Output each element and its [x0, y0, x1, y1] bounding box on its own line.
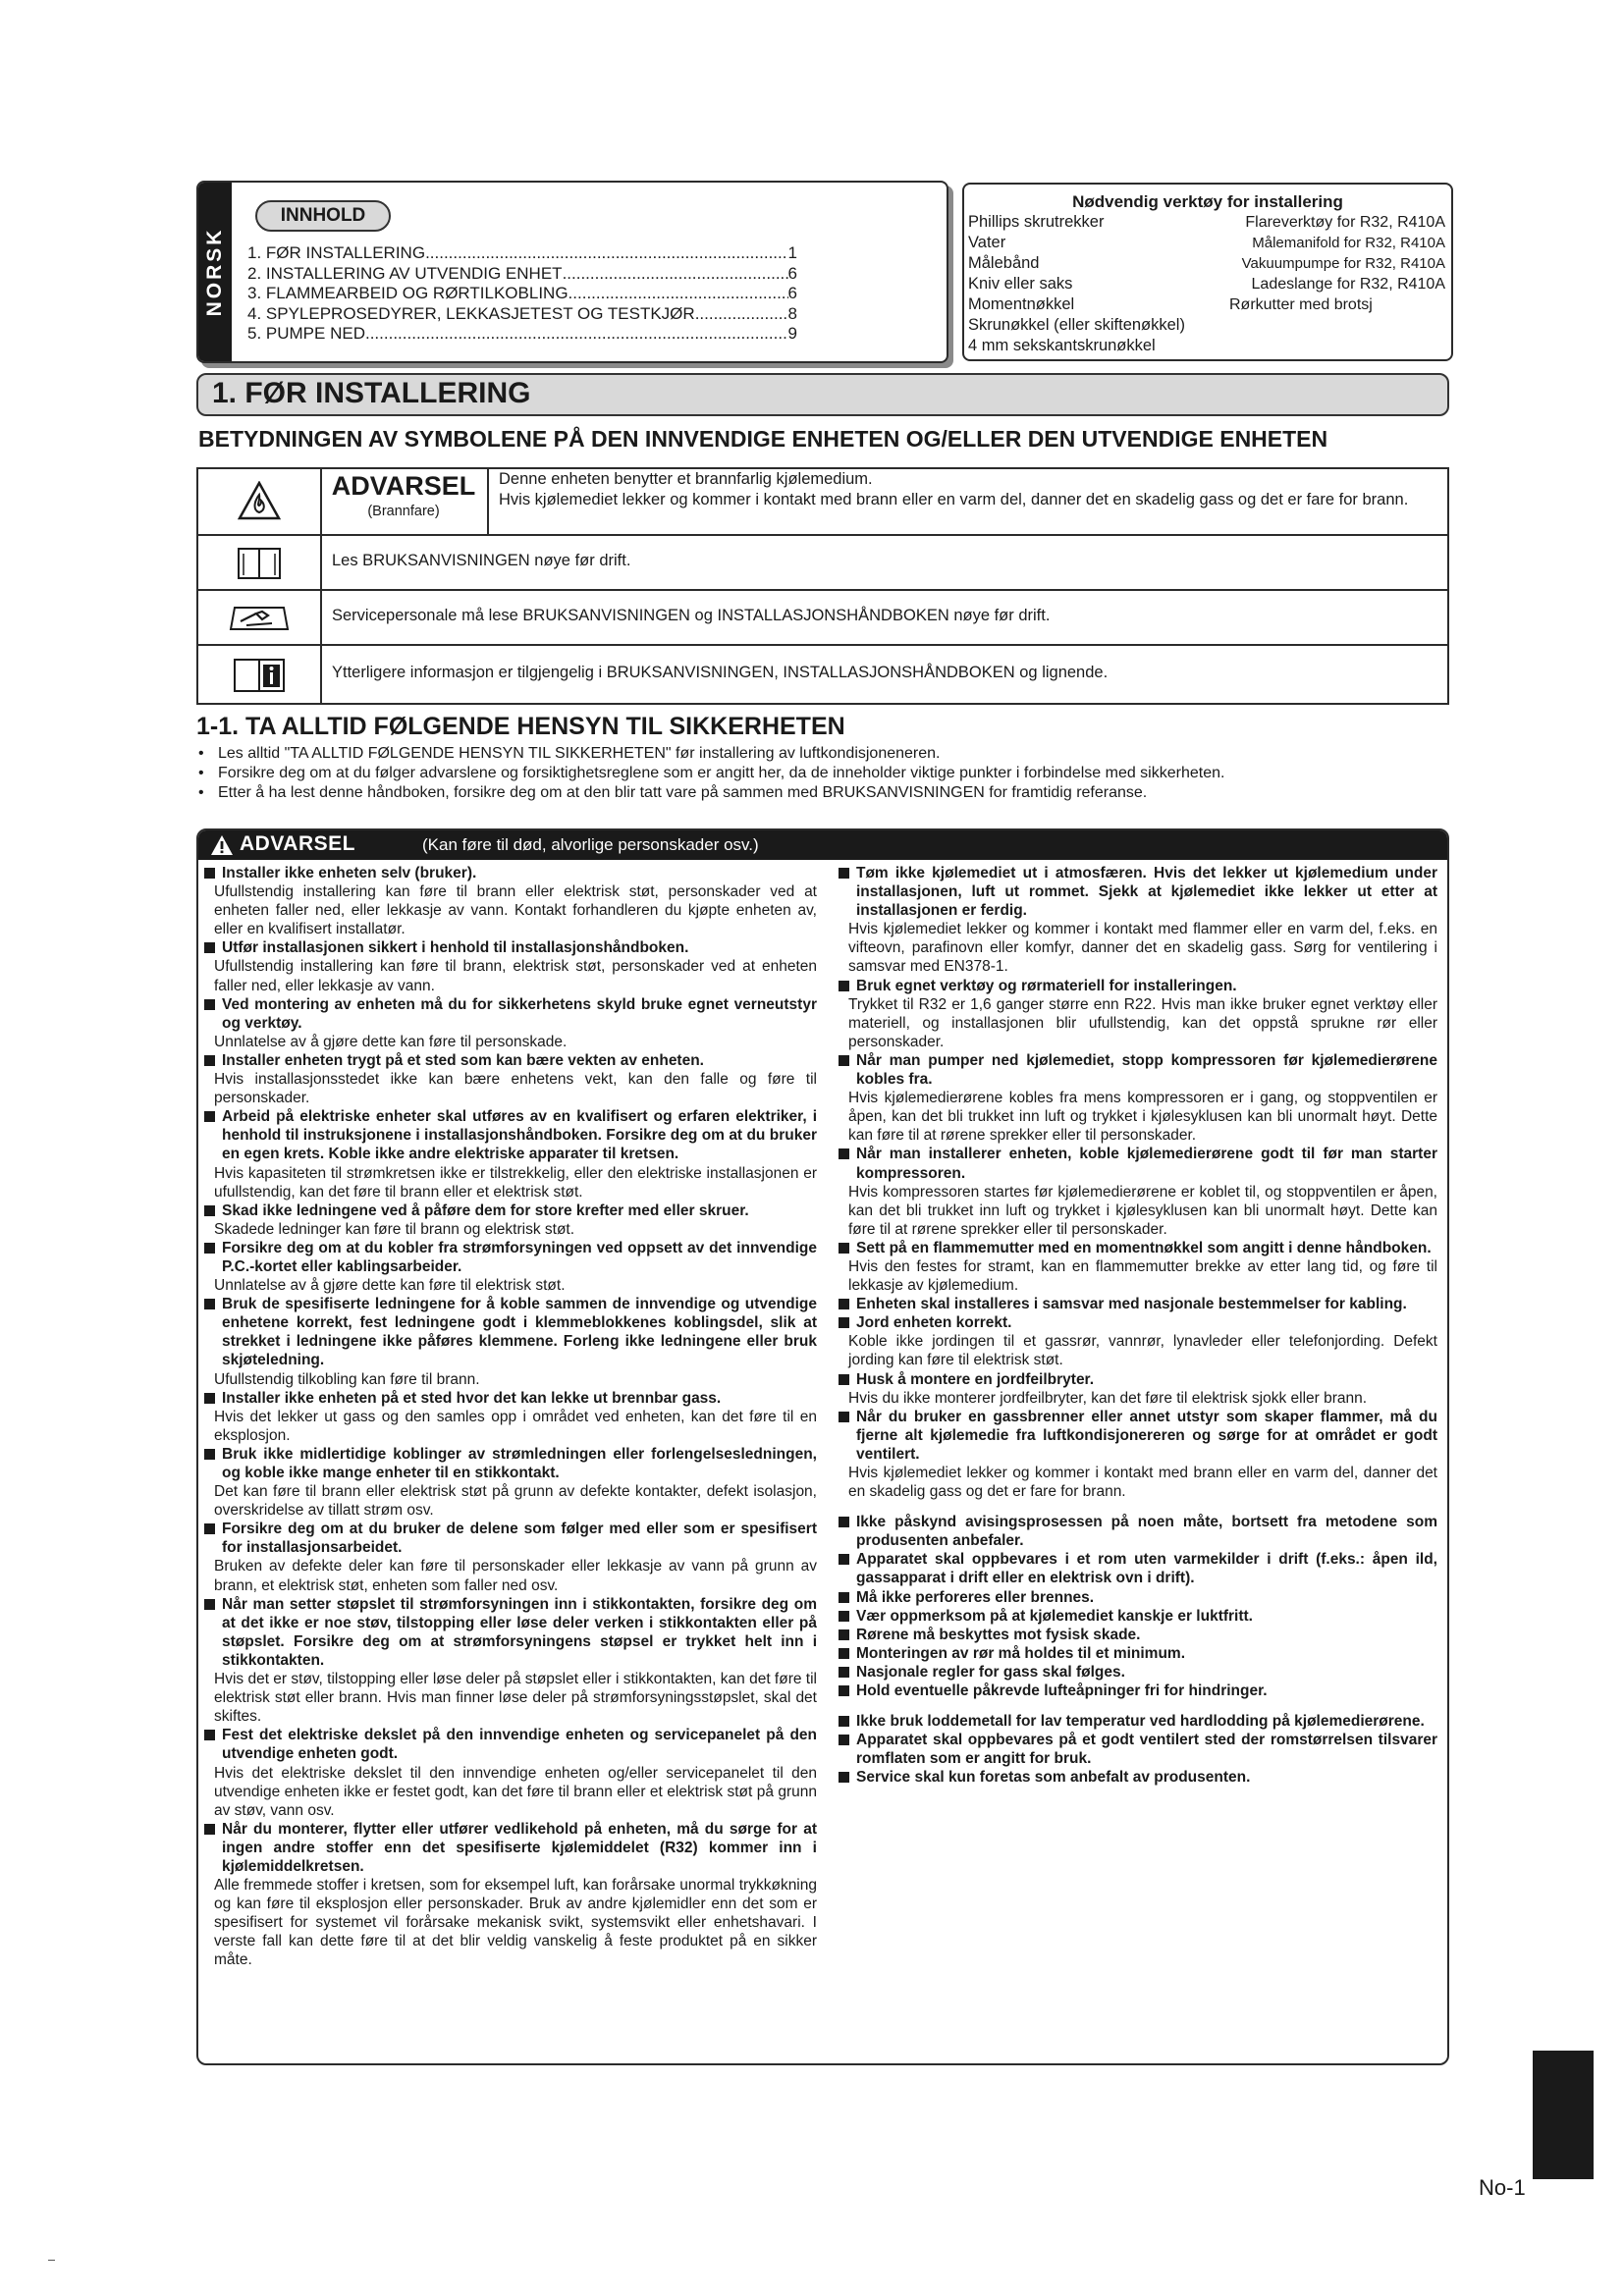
page-number: No-1	[1479, 2175, 1526, 2200]
tool-item: 4 mm sekskantskrunøkkel	[968, 337, 1156, 354]
warning-item-text: Unnlatelse av å gjøre dette kan føre til personskade.	[214, 1033, 568, 1050]
page-edge-tab	[1533, 2051, 1594, 2179]
tools-box	[962, 183, 1453, 361]
warning-item-heading: Når man pumper ned kjølemediet, stopp kompressoren før kjølemedierørene kobles fra.	[837, 1051, 1437, 1089]
warning-description: Denne enheten benytter et brannfarlig kjølemedium. Hvis kjølemediet lekker og kommer i kontakt med brann eller en varm del, danner det en skadelig gass og det er fare for brann.	[499, 470, 1409, 508]
toc-item[interactable]: 3. FLAMMEARBEID OG RØRTILKOBLING ..... 6	[247, 284, 797, 304]
toc-title: INNHOLD	[255, 200, 391, 232]
tools-title: Nødvendig verktøy for installering	[1072, 192, 1343, 211]
warning-item-heading: Utfør installasjonen sikkert i henhold til installasjonshåndboken.	[202, 938, 817, 957]
warning-header	[198, 830, 1447, 860]
toc-box	[196, 181, 948, 363]
toc-list	[247, 243, 797, 345]
warning-item-heading: Ikke påskynd avisingsprosessen på noen måte, bortsett fra metodene som produsenten anbefaler.	[837, 1513, 1437, 1550]
tool-item: Rørkutter med brotsj	[1229, 296, 1373, 313]
warning-item-text: Koble ikke jordingen til et gassrør, vannrør, lynavleder eller telefonjording. Defekt jording kan føre til elektrisk støt.	[848, 1333, 1437, 1369]
tools-list-left	[968, 212, 1212, 356]
warning-item-heading: Installer enheten trygt på et sted som kan bære vekten av enheten.	[202, 1051, 817, 1070]
warning-item-heading: Ved montering av enheten må du for sikkerhetens skyld bruke egnet verneutstyr og verktøy.	[202, 995, 817, 1033]
warning-label: ADVARSEL	[331, 471, 476, 501]
warning-column-left	[202, 864, 817, 1970]
bullet-item: • Forsikre deg om at du følger advarslene og forsiktighetsreglene som er angitt her, da de inneholder viktige punkter i forbindelse med sikkerheten.	[196, 764, 1443, 783]
tool-item: Målebånd	[968, 254, 1040, 272]
warning-item-heading: Må ikke perforeres eller brennes.	[837, 1588, 1437, 1607]
warning-item-heading: Jord enheten korrekt.	[837, 1313, 1437, 1332]
warning-item-heading: Nasjonale regler for gass skal følges.	[837, 1663, 1437, 1682]
warning-sublabel: (Brannfare)	[367, 504, 440, 519]
warning-label-cell	[320, 467, 489, 534]
warning-header-sub: (Kan føre til død, alvorlige personskader osv.)	[422, 835, 759, 854]
symbol-row-service	[198, 589, 1447, 646]
symbols-heading: BETYDNINGEN AV SYMBOLENE PÅ DEN INNVENDIGE ENHETEN OG/ELLER DEN UTVENDIGE ENHETEN	[198, 426, 1328, 452]
warning-item-heading: Tøm ikke kjølemediet ut i atmosfæren. Hvis det lekker ut kjølemedium under installasjonen, luft ut rommet. Sjekk at kjølemediet ikke lekker ut etter at installasjonen er ferdig.	[837, 864, 1437, 920]
tools-list-right	[1210, 212, 1445, 315]
warning-item-text: Unnlatelse av å gjøre dette kan føre til elektrisk støt.	[214, 1277, 566, 1295]
safety-heading: 1-1. TA ALLTID FØLGENDE HENSYN TIL SIKKERHETEN	[196, 713, 845, 740]
tool-item: Ladeslange for R32, R410A	[1251, 276, 1445, 293]
warning-item-text: Skadede ledninger kan føre til brann og elektrisk støt.	[214, 1220, 575, 1238]
warning-item-heading: Ikke bruk loddemetall for lav temperatur ved hardlodding på kjølemedierørene.	[837, 1712, 1437, 1731]
section-title: 1. FØR INSTALLERING	[212, 377, 531, 409]
bullet-item: • Etter å ha lest denne håndboken, forsikre deg om at den blir tatt vare på sammen med BRUKSANVISNINGEN for framtidig referanse.	[196, 783, 1443, 803]
warning-item-heading: Bruk ikke midlertidige koblinger av strømledningen eller forlengelsesledningen, og koble ikke mange enheter til en stikkontakt.	[202, 1445, 817, 1482]
warning-item-heading: Enheten skal installeres i samsvar med nasjonale bestemmelser for kabling.	[837, 1295, 1437, 1313]
warning-item-heading: Sett på en flammemutter med en momentnøkkel som angitt i denne håndboken.	[837, 1239, 1437, 1257]
toc-item[interactable]: 2. INSTALLERING AV UTVENDIG ENHET ..... 6	[247, 264, 797, 285]
warning-box	[196, 828, 1449, 2065]
symbol-row-manual	[198, 534, 1447, 591]
info-instruction: Ytterligere informasjon er tilgjengelig i BRUKSANVISNINGEN, INSTALLASJONSHÅNDBOKEN og lignende.	[332, 664, 1109, 681]
bullet-item: • Les alltid "TA ALLTID FØLGENDE HENSYN TIL SIKKERHETEN" før installering av luftkondisjoneneren.	[196, 744, 1443, 764]
warning-item-text: Ufullstendig installering kan føre til brann, elektrisk støt, personskader ved at enheten faller ned, eller lekkasje av vann.	[214, 958, 817, 994]
warning-item-text: Hvis det er støv, tilstopping eller løse deler på støpslet eller i stikkontakten, kan det føre til elektrisk støt eller brann. Hvis man finner løse deler på strømforsyningsstøpslet, skal det skiftes.	[214, 1671, 817, 1726]
tool-item: Momentnøkkel	[968, 295, 1075, 313]
warning-item-heading: Service skal kun foretas som anbefalt av produsenten.	[837, 1768, 1437, 1787]
spacer	[837, 1700, 1437, 1712]
warning-item-heading: Bruk de spesifiserte ledningene for å koble sammen de innvendige og utvendige enhetene korrekt, fest ledningene godt i klemmeblokkenes koblingsdel, slik at strekket i ledningene ikke påføres klemmene. Forleng ikke ledningene eller bruk skjøteledning.	[202, 1295, 817, 1369]
warning-item-heading: Installer ikke enheten selv (bruker).	[202, 864, 817, 882]
margin-mark	[48, 2260, 55, 2261]
warning-item-text: Hvis den festes for stramt, kan en flammemutter brekke av etter lang tid, og føre til lekkasje av kjølemedium.	[848, 1257, 1437, 1295]
warning-item-text: Alle fremmede stoffer i kretsen, som for eksempel luft, kan forårsake unormal trykkøkning og kan føre til eksplosjon eller personskader. Bruk av andre kjølemidler enn det som er spesifisert for systemet vil forårsake mekanisk svikt, systemsvikt eller enhetshavari. I verste fall kan dette føre til at det blir veldig vanskelig å feste produktet på en sikker måte.	[214, 1877, 817, 1969]
section-heading-bar	[196, 373, 1449, 416]
warning-item-heading: Apparatet skal oppbevares på et godt ventilert sted der romstørrelsen tilsvarer romflaten som er angitt for bruk.	[837, 1731, 1437, 1768]
warning-item-text: Det kan føre til brann eller elektrisk støt på grunn av defekte kontakter, defekt isolasjon, overskridelse av tillatt strøm osv.	[214, 1483, 817, 1520]
warning-column-right	[837, 864, 1437, 1788]
manual-instruction: Les BRUKSANVISNINGEN nøye før drift.	[332, 552, 631, 569]
warning-item-heading: Vær oppmerksom på at kjølemediet kanskje er luktfritt.	[837, 1607, 1437, 1626]
language-tab	[198, 183, 232, 361]
warning-item-heading: Forsikre deg om at du kobler fra strømforsyningen ved oppsett av det innvendige P.C.-kortet eller kablingsarbeider.	[202, 1239, 817, 1276]
warning-item-heading: Monteringen av rør må holdes til et minimum.	[837, 1644, 1437, 1663]
warning-item-text: Hvis du ikke monterer jordfeilbryter, kan det føre til elektrisk sjokk eller brann.	[848, 1389, 1368, 1407]
warning-item-text: Hvis kjølemediet lekker og kommer i kontakt med brann eller en varm del, danner det en skadelig gass og det er fare for brann.	[848, 1465, 1437, 1501]
warning-item-heading: Når man installerer enheten, koble kjølemedierørene godt til før man starter kompressoren.	[837, 1145, 1437, 1182]
warning-item-heading: Fest det elektriske dekslet på den innvendige enheten og servicepanelet på den utvendige enheten godt.	[202, 1726, 817, 1763]
warning-item-text: Hvis kompressoren startes før kjølemedierørene er koblet til, og stoppventilen er åpen, kan det bli trukket inn luft og trykket i kjølesyklusen kan bli unormalt høyt. Dette kan føre til at rørene sprekker eller til personskader.	[848, 1183, 1437, 1238]
warning-item-text: Hvis det elektriske dekslet til den innvendige enheten og/eller servicepanelet til den utvendige enheten ikke er festet godt, kan det føre til brann eller et elektrisk støt på grunn av støv, vann osv.	[214, 1764, 817, 1819]
toc-item[interactable]: 4. SPYLEPROSEDYRER, LEKKASJETEST OG TESTKJØR ..... 8	[247, 304, 797, 325]
warning-item-text: Trykket til R32 er 1,6 ganger større enn R22. Hvis man ikke bruker egnet verktøy eller materiell, og installasjonen blir ufullstendig, kan det oppstå sprukne rør eller personskader.	[848, 995, 1437, 1050]
flame-warning-icon	[198, 467, 322, 534]
wrench-manual-icon	[198, 591, 322, 646]
warning-item-heading: Arbeid på elektriske enheter skal utføres av en kvalifisert og erfaren elektriker, i henhold til instruksjonene i installasjonshåndboken. Forsikre deg om at du bruker en egen krets. Koble ikke andre elektriske apparater til kretsen.	[202, 1107, 817, 1163]
tool-item: Målemanifold for R32, R410A	[1252, 235, 1445, 251]
warning-item-text: Hvis det lekker ut gass og den samles opp i området ved enheten, kan det føre til en eksplosjon.	[214, 1408, 817, 1444]
warning-item-heading: Hold eventuelle påkrevde lufteåpninger fri for hindringer.	[837, 1682, 1437, 1700]
toc-item[interactable]: 1. FØR INSTALLERING ..... 1	[247, 243, 797, 264]
tool-item: Vakuumpumpe for R32, R410A	[1241, 255, 1445, 272]
warning-header-label: ADVARSEL	[240, 832, 355, 855]
safety-bullets	[196, 744, 1443, 803]
warning-item-heading: Forsikre deg om at du bruker de delene som følger med eller som er spesifisert for installasjonsarbeidet.	[202, 1520, 817, 1557]
warning-item-heading: Når du monterer, flytter eller utfører vedlikehold på enheten, må du sørge for at ingen andre stoffer enn det spesifiserte kjølemiddelet (R32) kommer inn i kjølemiddelkretsen.	[202, 1820, 817, 1876]
book-icon	[198, 536, 322, 591]
warning-triangle-icon	[210, 834, 234, 856]
symbol-row-warning	[198, 467, 1447, 534]
warning-item-heading: Når man setter støpslet til strømforsyningen inn i stikkontakten, forsikre deg om at det ikke er noe støv, tilstopping eller løse deler verken i stikkontakten eller på støpslet. Forsikre deg om at strømforsyningens støpsel er trykket helt inn i stikkontakten.	[202, 1595, 817, 1670]
tool-item: Vater	[968, 234, 1006, 251]
warning-item-text: Bruken av defekte deler kan føre til personskader eller lekkasje av vann på grunn av brann, et elektrisk støt, enheten som faller ned osv.	[214, 1558, 817, 1594]
symbols-table	[196, 467, 1449, 705]
tool-item: Kniv eller saks	[968, 275, 1073, 293]
warning-item-text: Hvis kapasiteten til strømkretsen ikke er tilstrekkelig, eller den elektriske installasjonen er ufullstendig, kan det føre til brann eller et elektrisk støt.	[214, 1164, 817, 1201]
warning-item-heading: Husk å montere en jordfeilbryter.	[837, 1370, 1437, 1389]
warning-item-heading: Apparatet skal oppbevares i et rom uten varmekilder i drift (f.eks.: åpen ild, gassapparat i drift eller en elektrisk ovn i drift).	[837, 1550, 1437, 1587]
warning-item-text: Hvis installasjonsstedet ikke kan bære enhetens vekt, kan den falle og føre til personskader.	[214, 1071, 817, 1107]
service-instruction: Servicepersonale må lese BRUKSANVISNINGEN og INSTALLASJONSHÅNDBOKEN nøye før drift.	[332, 607, 1051, 624]
warning-item-heading: Når du bruker en gassbrenner eller annet utstyr som skaper flammer, må du fjerne alt kjølemedie fra luftkondisjonereren og sørge for at området er godt ventilert.	[837, 1408, 1437, 1464]
tool-item: Skrunøkkel (eller skiftenøkkel)	[968, 316, 1185, 334]
warning-item-text: Ufullstendig tilkobling kan føre til brann.	[214, 1370, 480, 1388]
warning-item-heading: Bruk egnet verktøy og rørmateriell for installeringen.	[837, 977, 1437, 995]
tool-item: Phillips skrutrekker	[968, 213, 1105, 231]
warning-item-heading: Installer ikke enheten på et sted hvor det kan lekke ut brennbar gass.	[202, 1389, 817, 1408]
warning-item-text: Ufullstendig installering kan føre til brann eller elektrisk støt, personskader ved at enheten faller ned, eller lekkasje av vann. Kontakt forhandleren du kjøpte enheten av, eller en kvalifisert installatør.	[214, 883, 817, 938]
symbol-row-info	[198, 644, 1447, 705]
warning-item-text: Hvis kjølemedierørene kobles fra mens kompressoren er i gang, og stoppventilen er åpen, kan det bli trukket inn luft og trykket i kjølesyklusen kan bli unormalt høyt. Dette kan føre til at rørene sprekker eller til personskader.	[848, 1090, 1437, 1145]
warning-item-heading: Rørene må beskyttes mot fysisk skade.	[837, 1626, 1437, 1644]
warning-item-text: Hvis kjølemediet lekker og kommer i kontakt med flammer eller en varm del, f.eks. en vifteovn, parafinovn eller komfyr, danner det en skadelig gass. Sørg for ventilering i samsvar med EN378-1.	[848, 921, 1437, 976]
warning-item-heading: Skad ikke ledningene ved å påføre dem for store krefter med eller skruer.	[202, 1201, 817, 1220]
spacer	[837, 1501, 1437, 1513]
language-label: NORSK	[203, 227, 226, 317]
info-icon	[198, 646, 322, 705]
tool-item: Flareverktøy for R32, R410A	[1245, 214, 1445, 231]
toc-item[interactable]: 5. PUMPE NED ..... 9	[247, 324, 797, 345]
